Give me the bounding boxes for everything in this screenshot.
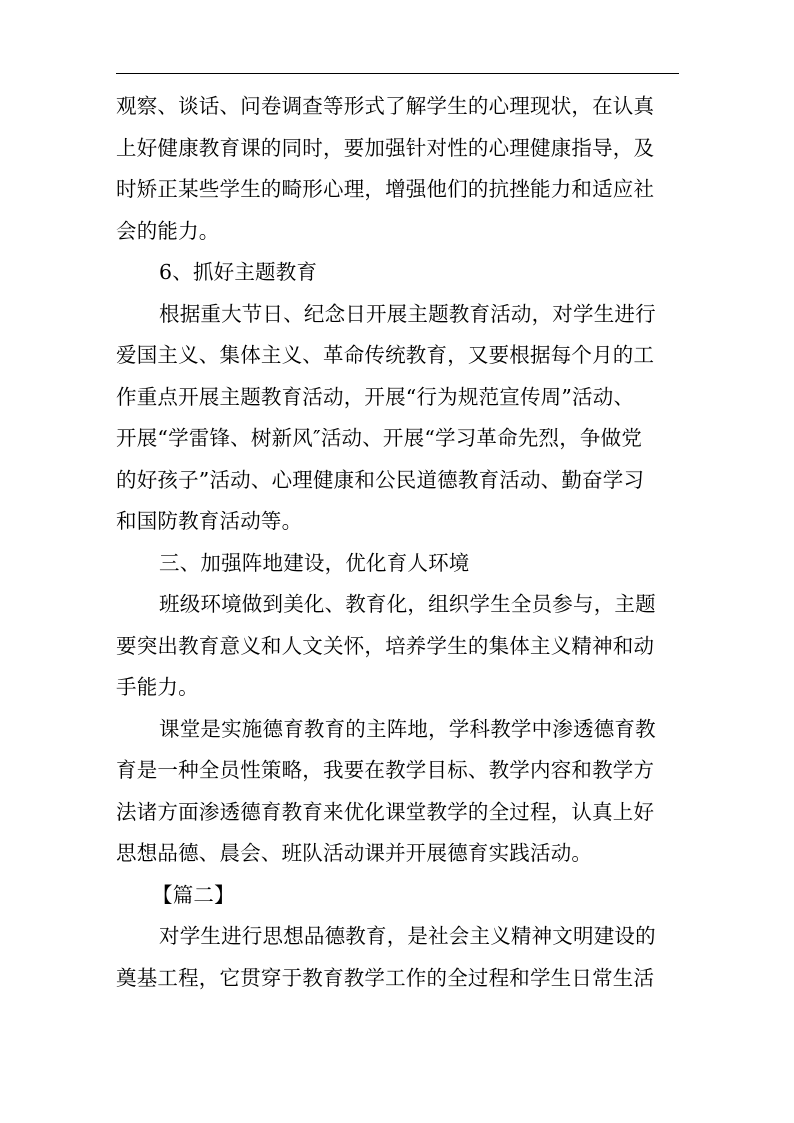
paragraph-line: 手能力。: [116, 675, 199, 699]
paragraph-line: 奠基工程，它贯穿于教育教学工作的全过程和学生日常生活: [116, 965, 655, 990]
paragraph-line: 爱国主义、集体主义、革命传统教育，又要根据每个月的工: [116, 343, 655, 367]
paragraph-line: 上好健康教育课的同时，要加强针对性的心理健康指导，及: [116, 135, 655, 160]
section-heading: 【篇二】: [152, 882, 235, 907]
paragraph-line: 开展“学雷锋、树新风″活动、开展“学习革命先烈，争做党: [116, 426, 643, 450]
paragraph-line: 观察、谈话、问卷调查等形式了解学生的心理现状，在认真: [116, 94, 655, 118]
paragraph-line: 的好孩子”活动、心理健康和公民道德教育活动、勤奋学习: [116, 467, 645, 492]
paragraph-line: 根据重大节日、纪念日开展主题教育活动，对学生进行: [159, 301, 656, 326]
paragraph-line: 时矫正某些学生的畸形心理，增强他们的抗挫能力和适应社: [116, 177, 655, 201]
paragraph-line: 作重点开展主题教育活动，开展“行为规范宣传周”活动、: [116, 384, 635, 409]
paragraph-line: 和国防教育活动等。: [116, 509, 303, 533]
paragraph-line: 对学生进行思想品德教育，是社会主义精神文明建设的: [159, 924, 656, 948]
document-body: [116, 86, 682, 999]
header-rule: [116, 73, 679, 74]
paragraph-line: 育是一种全员性策略，我要在教学目标、教学内容和教学方: [116, 758, 655, 782]
section-heading: 6、抓好主题教育: [159, 260, 318, 284]
paragraph-line: 课堂是实施德育教育的主阵地，学科教学中渗透德育教: [159, 716, 656, 741]
paragraph-line: 法诸方面渗透德育教育来优化课堂教学的全过程，认真上好: [116, 799, 655, 824]
paragraph-line: 会的能力。: [116, 218, 220, 243]
paragraph-line: 班级环境做到美化、教育化，组织学生全员参与，主题: [159, 592, 656, 616]
section-heading: 三、加强阵地建设，优化育人环境: [159, 550, 470, 575]
paragraph-line: 要突出教育意义和人文关怀，培养学生的集体主义精神和动: [116, 633, 655, 658]
paragraph-line: 思想品德、晨会、班队活动课并开展德育实践活动。: [116, 841, 593, 865]
